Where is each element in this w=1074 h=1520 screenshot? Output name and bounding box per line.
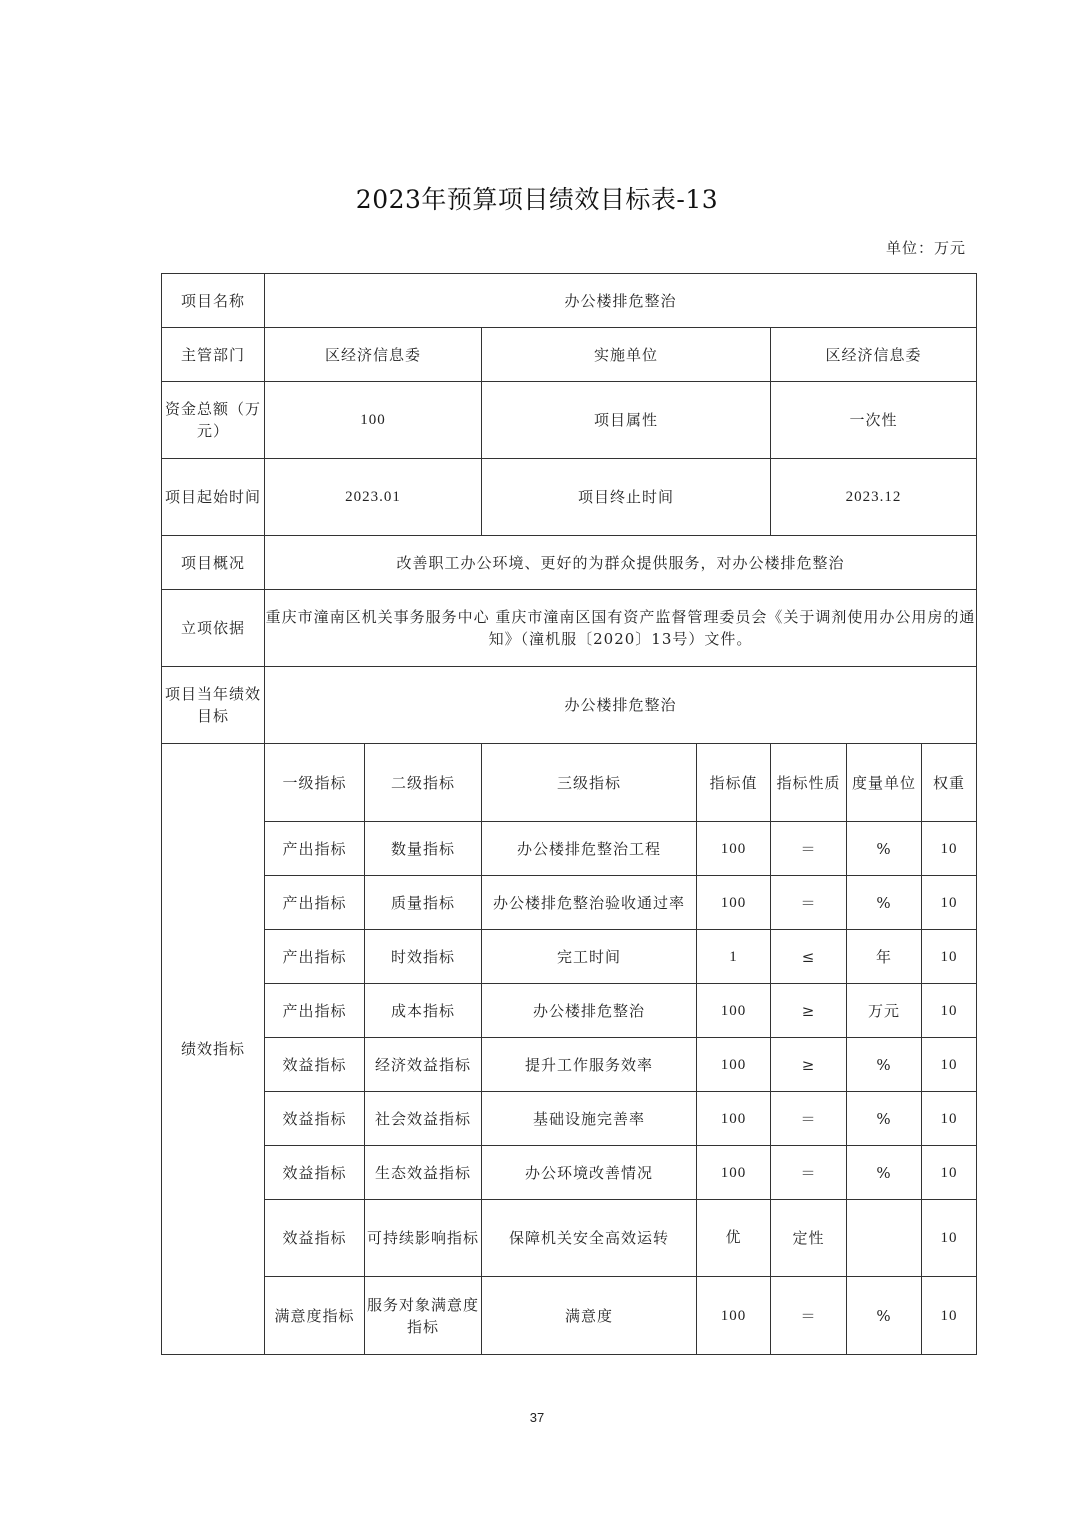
indicator-value: 100 xyxy=(697,984,771,1038)
indicator-weight: 10 xyxy=(922,984,977,1038)
indicator-row xyxy=(162,1277,977,1355)
indicator-row xyxy=(162,876,977,930)
basis-label: 立项依据 xyxy=(162,590,265,667)
indicator-level3: 满意度 xyxy=(482,1277,697,1355)
indicator-row xyxy=(162,1038,977,1092)
indicator-weight: 10 xyxy=(922,930,977,984)
indicator-level2: 数量指标 xyxy=(365,822,482,876)
start-time-value: 2023.01 xyxy=(265,459,482,536)
indicator-level3: 完工时间 xyxy=(482,930,697,984)
indicator-nature: ≥ xyxy=(771,1038,847,1092)
indicator-weight: 10 xyxy=(922,822,977,876)
indicator-nature: 定性 xyxy=(771,1200,847,1277)
indicator-nature: ＝ xyxy=(771,822,847,876)
indicator-value: 100 xyxy=(697,822,771,876)
indicator-value: 100 xyxy=(697,876,771,930)
department-label: 主管部门 xyxy=(162,328,265,382)
indicator-unit: % xyxy=(847,1277,922,1355)
indicator-weight: 10 xyxy=(922,1092,977,1146)
funds-value: 100 xyxy=(265,382,482,459)
row-goal xyxy=(162,667,977,744)
indicator-unit: 万元 xyxy=(847,984,922,1038)
overview-value: 改善职工办公环境、更好的为群众提供服务，对办公楼排危整治 xyxy=(265,536,977,590)
indicator-row xyxy=(162,1146,977,1200)
indicator-unit: % xyxy=(847,822,922,876)
basis-value: 重庆市潼南区机关事务服务中心 重庆市潼南区国有资产监督管理委员会《关于调剂使用办公用房的通知》（潼机服〔2020〕13号）文件。 xyxy=(265,590,977,667)
indicator-weight: 10 xyxy=(922,1277,977,1355)
row-overview xyxy=(162,536,977,590)
funds-label: 资金总额（万元） xyxy=(162,382,265,459)
indicator-level3: 基础设施完善率 xyxy=(482,1092,697,1146)
indicator-level3: 保障机关安全高效运转 xyxy=(482,1200,697,1277)
indicator-nature: ≥ xyxy=(771,984,847,1038)
indicator-level1: 效益指标 xyxy=(265,1200,365,1277)
indicator-level1: 效益指标 xyxy=(265,1038,365,1092)
indicator-unit: % xyxy=(847,1092,922,1146)
indicator-level2: 可持续影响指标 xyxy=(365,1200,482,1277)
indicator-unit: % xyxy=(847,1146,922,1200)
department-value: 区经济信息委 xyxy=(265,328,482,382)
header-value: 指标值 xyxy=(697,744,771,822)
indicator-value: 1 xyxy=(697,930,771,984)
row-time xyxy=(162,459,977,536)
indicators-label: 绩效指标 xyxy=(162,744,265,1355)
indicator-level2: 经济效益指标 xyxy=(365,1038,482,1092)
indicator-weight: 10 xyxy=(922,1200,977,1277)
overview-label: 项目概况 xyxy=(162,536,265,590)
project-attr-label: 项目属性 xyxy=(482,382,771,459)
indicator-level3: 办公楼排危整治 xyxy=(482,984,697,1038)
indicator-level3: 提升工作服务效率 xyxy=(482,1038,697,1092)
indicator-weight: 10 xyxy=(922,876,977,930)
row-project-name xyxy=(162,274,977,328)
indicator-level1: 产出指标 xyxy=(265,984,365,1038)
header-unit: 度量单位 xyxy=(847,744,922,822)
impl-unit-value: 区经济信息委 xyxy=(771,328,977,382)
indicator-level3: 办公楼排危整治工程 xyxy=(482,822,697,876)
header-weight: 权重 xyxy=(922,744,977,822)
indicator-level1: 效益指标 xyxy=(265,1146,365,1200)
indicator-unit xyxy=(847,1200,922,1277)
indicator-row xyxy=(162,930,977,984)
indicator-level2: 服务对象满意度指标 xyxy=(365,1277,482,1355)
goal-value: 办公楼排危整治 xyxy=(265,667,977,744)
indicator-nature: ＝ xyxy=(771,1277,847,1355)
indicator-level2: 成本指标 xyxy=(365,984,482,1038)
header-level2: 二级指标 xyxy=(365,744,482,822)
indicator-level1: 满意度指标 xyxy=(265,1277,365,1355)
row-basis xyxy=(162,590,977,667)
indicator-weight: 10 xyxy=(922,1038,977,1092)
indicator-value: 100 xyxy=(697,1092,771,1146)
header-level3: 三级指标 xyxy=(482,744,697,822)
indicator-nature: ≤ xyxy=(771,930,847,984)
indicator-level2: 时效指标 xyxy=(365,930,482,984)
page-number: 37 xyxy=(529,1410,545,1425)
indicator-row xyxy=(162,984,977,1038)
end-time-label: 项目终止时间 xyxy=(482,459,771,536)
indicator-header-row xyxy=(162,744,977,822)
indicator-row xyxy=(162,1200,977,1277)
project-attr-value: 一次性 xyxy=(771,382,977,459)
indicator-unit: % xyxy=(847,876,922,930)
indicator-nature: ＝ xyxy=(771,1146,847,1200)
indicator-value: 优 xyxy=(697,1200,771,1277)
unit-label: 单位：万元 xyxy=(885,239,966,257)
goal-label: 项目当年绩效目标 xyxy=(162,667,265,744)
indicator-value: 100 xyxy=(697,1146,771,1200)
impl-unit-label: 实施单位 xyxy=(482,328,771,382)
indicator-level1: 产出指标 xyxy=(265,876,365,930)
performance-table xyxy=(161,273,977,1355)
project-name-label: 项目名称 xyxy=(162,274,265,328)
indicator-level2: 生态效益指标 xyxy=(365,1146,482,1200)
indicator-level1: 产出指标 xyxy=(265,822,365,876)
indicator-level2: 质量指标 xyxy=(365,876,482,930)
indicator-value: 100 xyxy=(697,1277,771,1355)
page-title: 2023年预算项目绩效目标表-13 xyxy=(355,185,719,214)
indicator-level2: 社会效益指标 xyxy=(365,1092,482,1146)
end-time-value: 2023.12 xyxy=(771,459,977,536)
header-level1: 一级指标 xyxy=(265,744,365,822)
indicator-level1: 产出指标 xyxy=(265,930,365,984)
header-nature: 指标性质 xyxy=(771,744,847,822)
indicator-row xyxy=(162,1092,977,1146)
indicator-row xyxy=(162,822,977,876)
indicator-weight: 10 xyxy=(922,1146,977,1200)
indicator-level3: 办公楼排危整治验收通过率 xyxy=(482,876,697,930)
indicator-level3: 办公环境改善情况 xyxy=(482,1146,697,1200)
indicator-value: 100 xyxy=(697,1038,771,1092)
indicator-level1: 效益指标 xyxy=(265,1092,365,1146)
project-name-value: 办公楼排危整治 xyxy=(265,274,977,328)
indicator-unit: % xyxy=(847,1038,922,1092)
row-funds xyxy=(162,382,977,459)
start-time-label: 项目起始时间 xyxy=(162,459,265,536)
row-department xyxy=(162,328,977,382)
indicator-nature: ＝ xyxy=(771,876,847,930)
indicator-nature: ＝ xyxy=(771,1092,847,1146)
indicator-unit: 年 xyxy=(847,930,922,984)
